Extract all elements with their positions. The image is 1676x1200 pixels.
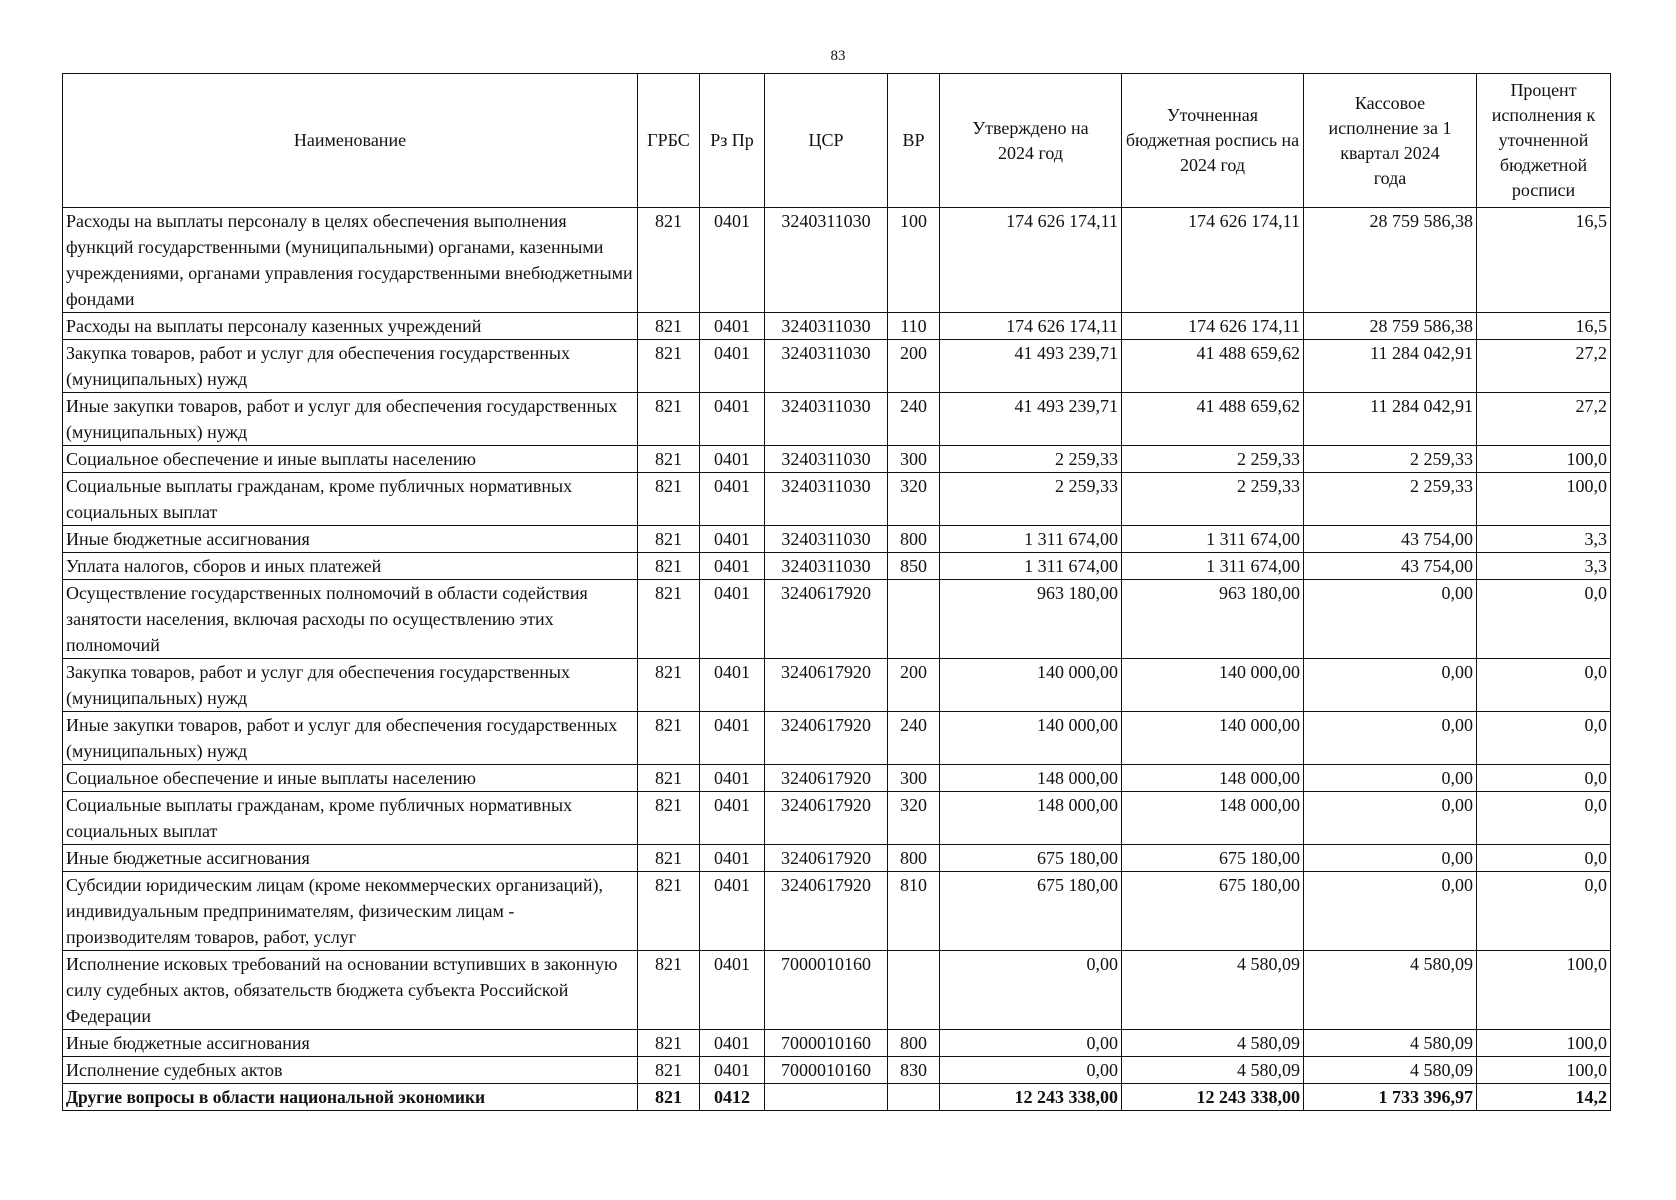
cell-rzpr: 0401 — [700, 712, 765, 765]
table-row — [63, 845, 1611, 872]
cell-grbs: 821 — [638, 659, 700, 712]
cell-rzpr: 0401 — [700, 765, 765, 792]
table-row — [63, 1030, 1611, 1057]
cell-vr: 800 — [888, 845, 940, 872]
cell-name: Иные закупки товаров, работ и услуг для обеспечения государственных (муниципальных) нужд — [63, 712, 638, 765]
cell-vr: 110 — [888, 313, 940, 340]
cell-approved: 41 493 239,71 — [940, 340, 1122, 393]
cell-percent: 3,3 — [1477, 526, 1611, 553]
cell-refined: 2 259,33 — [1122, 473, 1304, 526]
cell-name: Социальное обеспечение и иные выплаты населению — [63, 765, 638, 792]
header-grbs: ГРБС — [638, 74, 700, 208]
cell-name: Исполнение исковых требований на основании вступивших в законную силу судебных актов, обязательств бюджета субъекта Российской Федерации — [63, 951, 638, 1030]
cell-csr: 3240617920 — [765, 872, 888, 951]
cell-grbs: 821 — [638, 951, 700, 1030]
table-row — [63, 765, 1611, 792]
cell-grbs: 821 — [638, 473, 700, 526]
cell-grbs: 821 — [638, 1084, 700, 1111]
cell-csr: 3240617920 — [765, 765, 888, 792]
cell-cash: 43 754,00 — [1304, 526, 1477, 553]
cell-cash: 0,00 — [1304, 872, 1477, 951]
cell-grbs: 821 — [638, 1057, 700, 1084]
cell-refined: 675 180,00 — [1122, 845, 1304, 872]
cell-cash: 2 259,33 — [1304, 446, 1477, 473]
cell-cash: 4 580,09 — [1304, 951, 1477, 1030]
cell-rzpr: 0401 — [700, 393, 765, 446]
cell-name: Другие вопросы в области национальной экономики — [63, 1084, 638, 1111]
cell-rzpr: 0401 — [700, 580, 765, 659]
cell-cash: 2 259,33 — [1304, 473, 1477, 526]
cell-refined: 140 000,00 — [1122, 712, 1304, 765]
cell-approved: 12 243 338,00 — [940, 1084, 1122, 1111]
cell-vr: 320 — [888, 473, 940, 526]
cell-cash: 0,00 — [1304, 765, 1477, 792]
cell-cash: 43 754,00 — [1304, 553, 1477, 580]
cell-approved: 963 180,00 — [940, 580, 1122, 659]
cell-csr — [765, 1084, 888, 1111]
cell-csr: 7000010160 — [765, 951, 888, 1030]
table-row — [63, 313, 1611, 340]
cell-approved: 2 259,33 — [940, 473, 1122, 526]
cell-name: Социальные выплаты гражданам, кроме публичных нормативных социальных выплат — [63, 473, 638, 526]
cell-percent: 100,0 — [1477, 473, 1611, 526]
table-row — [63, 553, 1611, 580]
cell-rzpr: 0401 — [700, 872, 765, 951]
cell-csr: 3240617920 — [765, 792, 888, 845]
header-name: Наименование — [63, 74, 638, 208]
header-percent: Процент исполнения к уточненной бюджетной росписи — [1477, 74, 1611, 208]
cell-percent: 0,0 — [1477, 580, 1611, 659]
cell-percent: 0,0 — [1477, 872, 1611, 951]
cell-refined: 148 000,00 — [1122, 765, 1304, 792]
table-row — [63, 393, 1611, 446]
cell-csr: 7000010160 — [765, 1057, 888, 1084]
cell-grbs: 821 — [638, 765, 700, 792]
cell-grbs: 821 — [638, 845, 700, 872]
cell-name: Расходы на выплаты персоналу казенных учреждений — [63, 313, 638, 340]
cell-approved: 174 626 174,11 — [940, 313, 1122, 340]
cell-csr: 3240311030 — [765, 393, 888, 446]
cell-percent: 100,0 — [1477, 446, 1611, 473]
cell-csr: 3240617920 — [765, 845, 888, 872]
cell-cash: 11 284 042,91 — [1304, 393, 1477, 446]
cell-percent: 0,0 — [1477, 765, 1611, 792]
cell-grbs: 821 — [638, 580, 700, 659]
cell-percent: 27,2 — [1477, 393, 1611, 446]
cell-refined: 2 259,33 — [1122, 446, 1304, 473]
cell-name: Иные бюджетные ассигнования — [63, 845, 638, 872]
cell-percent: 3,3 — [1477, 553, 1611, 580]
cell-name: Исполнение судебных актов — [63, 1057, 638, 1084]
cell-rzpr: 0401 — [700, 340, 765, 393]
cell-percent: 27,2 — [1477, 340, 1611, 393]
cell-rzpr: 0401 — [700, 1030, 765, 1057]
cell-percent: 0,0 — [1477, 792, 1611, 845]
cell-rzpr: 0401 — [700, 659, 765, 712]
cell-approved: 0,00 — [940, 1057, 1122, 1084]
cell-vr — [888, 580, 940, 659]
cell-csr: 3240311030 — [765, 208, 888, 313]
page-number: 83 — [830, 48, 846, 64]
cell-name: Иные закупки товаров, работ и услуг для обеспечения государственных (муниципальных) нужд — [63, 393, 638, 446]
cell-cash: 0,00 — [1304, 845, 1477, 872]
cell-percent: 16,5 — [1477, 208, 1611, 313]
cell-rzpr: 0401 — [700, 313, 765, 340]
cell-percent: 16,5 — [1477, 313, 1611, 340]
cell-grbs: 821 — [638, 208, 700, 313]
cell-approved: 140 000,00 — [940, 712, 1122, 765]
cell-csr: 3240617920 — [765, 712, 888, 765]
cell-refined: 174 626 174,11 — [1122, 208, 1304, 313]
cell-refined: 1 311 674,00 — [1122, 553, 1304, 580]
cell-approved: 148 000,00 — [940, 792, 1122, 845]
cell-vr — [888, 951, 940, 1030]
cell-vr: 800 — [888, 1030, 940, 1057]
table-row — [63, 1057, 1611, 1084]
table-row — [63, 951, 1611, 1030]
cell-vr: 850 — [888, 553, 940, 580]
cell-approved: 0,00 — [940, 1030, 1122, 1057]
cell-grbs: 821 — [638, 553, 700, 580]
table-row — [63, 340, 1611, 393]
cell-percent: 100,0 — [1477, 1057, 1611, 1084]
cell-approved: 174 626 174,11 — [940, 208, 1122, 313]
table-row — [63, 526, 1611, 553]
cell-percent: 100,0 — [1477, 951, 1611, 1030]
cell-percent: 100,0 — [1477, 1030, 1611, 1057]
cell-percent: 0,0 — [1477, 659, 1611, 712]
cell-csr: 3240617920 — [765, 659, 888, 712]
table-row — [63, 473, 1611, 526]
cell-csr: 3240311030 — [765, 553, 888, 580]
cell-vr: 240 — [888, 393, 940, 446]
cell-refined: 4 580,09 — [1122, 1057, 1304, 1084]
cell-grbs: 821 — [638, 712, 700, 765]
cell-vr: 320 — [888, 792, 940, 845]
cell-rzpr: 0401 — [700, 553, 765, 580]
cell-cash: 0,00 — [1304, 712, 1477, 765]
table-row — [63, 872, 1611, 951]
cell-vr: 100 — [888, 208, 940, 313]
cell-approved: 148 000,00 — [940, 765, 1122, 792]
cell-rzpr: 0401 — [700, 473, 765, 526]
cell-cash: 1 733 396,97 — [1304, 1084, 1477, 1111]
cell-percent: 0,0 — [1477, 712, 1611, 765]
cell-cash: 0,00 — [1304, 659, 1477, 712]
cell-grbs: 821 — [638, 872, 700, 951]
cell-name: Закупка товаров, работ и услуг для обеспечения государственных (муниципальных) нужд — [63, 340, 638, 393]
cell-refined: 12 243 338,00 — [1122, 1084, 1304, 1111]
cell-percent: 0,0 — [1477, 845, 1611, 872]
cell-grbs: 821 — [638, 526, 700, 553]
cell-refined: 148 000,00 — [1122, 792, 1304, 845]
cell-vr: 300 — [888, 765, 940, 792]
cell-vr: 810 — [888, 872, 940, 951]
cell-cash: 28 759 586,38 — [1304, 313, 1477, 340]
cell-vr: 200 — [888, 659, 940, 712]
cell-approved: 1 311 674,00 — [940, 553, 1122, 580]
cell-grbs: 821 — [638, 313, 700, 340]
table-row — [63, 712, 1611, 765]
cell-cash: 0,00 — [1304, 792, 1477, 845]
cell-csr: 3240311030 — [765, 446, 888, 473]
header-vr: ВР — [888, 74, 940, 208]
cell-name: Закупка товаров, работ и услуг для обеспечения государственных (муниципальных) нужд — [63, 659, 638, 712]
cell-grbs: 821 — [638, 446, 700, 473]
cell-refined: 675 180,00 — [1122, 872, 1304, 951]
cell-cash: 11 284 042,91 — [1304, 340, 1477, 393]
table-row — [63, 208, 1611, 313]
header-rzpr: Рз Пр — [700, 74, 765, 208]
cell-refined: 4 580,09 — [1122, 951, 1304, 1030]
table-row — [63, 659, 1611, 712]
cell-approved: 41 493 239,71 — [940, 393, 1122, 446]
cell-approved: 2 259,33 — [940, 446, 1122, 473]
cell-name: Иные бюджетные ассигнования — [63, 1030, 638, 1057]
header-refined: Уточненная бюджетная роспись на 2024 год — [1122, 74, 1304, 208]
cell-percent: 14,2 — [1477, 1084, 1611, 1111]
cell-csr: 3240311030 — [765, 340, 888, 393]
cell-refined: 41 488 659,62 — [1122, 340, 1304, 393]
cell-name: Социальные выплаты гражданам, кроме публичных нормативных социальных выплат — [63, 792, 638, 845]
cell-approved: 0,00 — [940, 951, 1122, 1030]
header-csr: ЦСР — [765, 74, 888, 208]
cell-refined: 1 311 674,00 — [1122, 526, 1304, 553]
table-header-row — [63, 74, 1611, 208]
table-row — [63, 792, 1611, 845]
table-row — [63, 446, 1611, 473]
cell-rzpr: 0401 — [700, 1057, 765, 1084]
header-cash: Кассовое исполнение за 1 квартал 2024 года — [1304, 74, 1477, 208]
cell-vr: 800 — [888, 526, 940, 553]
table-row — [63, 1084, 1611, 1111]
cell-rzpr: 0401 — [700, 446, 765, 473]
cell-rzpr: 0401 — [700, 951, 765, 1030]
cell-name: Социальное обеспечение и иные выплаты населению — [63, 446, 638, 473]
cell-vr: 830 — [888, 1057, 940, 1084]
cell-name: Субсидии юридическим лицам (кроме некоммерческих организаций), индивидуальным предпринимателям, физическим лицам - производителям товаров, работ, услуг — [63, 872, 638, 951]
cell-refined: 41 488 659,62 — [1122, 393, 1304, 446]
cell-vr: 240 — [888, 712, 940, 765]
cell-refined: 4 580,09 — [1122, 1030, 1304, 1057]
cell-approved: 675 180,00 — [940, 845, 1122, 872]
cell-cash: 4 580,09 — [1304, 1030, 1477, 1057]
cell-grbs: 821 — [638, 792, 700, 845]
cell-approved: 675 180,00 — [940, 872, 1122, 951]
cell-csr: 3240311030 — [765, 526, 888, 553]
cell-name: Иные бюджетные ассигнования — [63, 526, 638, 553]
cell-cash: 0,00 — [1304, 580, 1477, 659]
cell-cash: 4 580,09 — [1304, 1057, 1477, 1084]
cell-name: Уплата налогов, сборов и иных платежей — [63, 553, 638, 580]
cell-vr: 300 — [888, 446, 940, 473]
cell-vr: 200 — [888, 340, 940, 393]
cell-csr: 3240311030 — [765, 473, 888, 526]
cell-approved: 1 311 674,00 — [940, 526, 1122, 553]
cell-grbs: 821 — [638, 393, 700, 446]
table-row — [63, 580, 1611, 659]
cell-refined: 174 626 174,11 — [1122, 313, 1304, 340]
cell-rzpr: 0401 — [700, 845, 765, 872]
cell-refined: 140 000,00 — [1122, 659, 1304, 712]
cell-approved: 140 000,00 — [940, 659, 1122, 712]
header-approved: Утверждено на 2024 год — [940, 74, 1122, 208]
cell-rzpr: 0401 — [700, 526, 765, 553]
cell-rzpr: 0401 — [700, 792, 765, 845]
cell-cash: 28 759 586,38 — [1304, 208, 1477, 313]
cell-name: Осуществление государственных полномочий в области содействия занятости населения, включая расходы по осуществлению этих полномочий — [63, 580, 638, 659]
cell-rzpr: 0401 — [700, 208, 765, 313]
cell-vr — [888, 1084, 940, 1111]
cell-csr: 3240311030 — [765, 313, 888, 340]
cell-grbs: 821 — [638, 1030, 700, 1057]
cell-rzpr: 0412 — [700, 1084, 765, 1111]
cell-grbs: 821 — [638, 340, 700, 393]
cell-refined: 963 180,00 — [1122, 580, 1304, 659]
cell-csr: 7000010160 — [765, 1030, 888, 1057]
cell-csr: 3240617920 — [765, 580, 888, 659]
budget-table — [62, 73, 1611, 1111]
cell-name: Расходы на выплаты персоналу в целях обеспечения выполнения функций государственными (муниципальными) органами, казенными учреждениями, органами управления государственными внебюджетными фондами — [63, 208, 638, 313]
